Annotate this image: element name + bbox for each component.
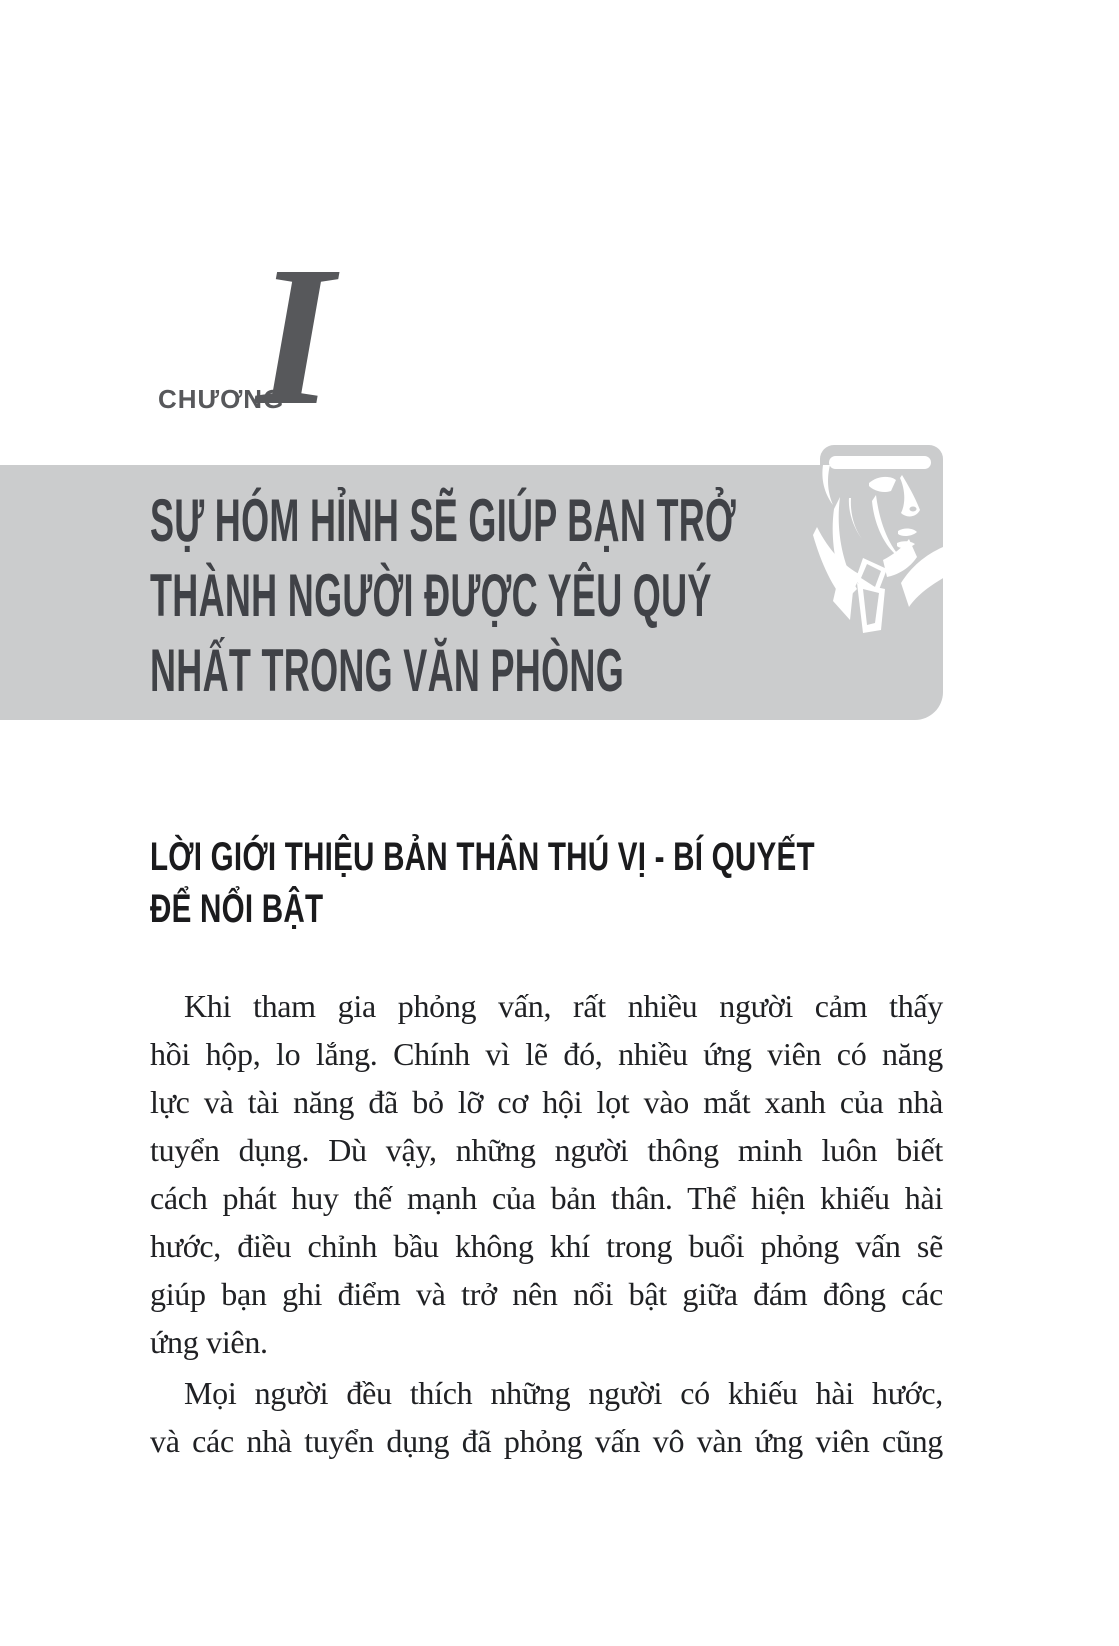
body-text <box>150 982 943 1465</box>
chapter-title <box>150 483 1119 708</box>
body-text-line: hước, điều chỉnh bầu không khí trong buổi phỏng vấn sẽ <box>150 1228 943 1264</box>
chapter-title-line-2: THÀNH NGƯỜI ĐƯỢC YÊU QUÝ <box>150 562 712 629</box>
body-text-line: cách phát huy thế mạnh của bản thân. Thể hiện khiếu hài <box>150 1180 943 1216</box>
body-text-line: lực và tài năng đã bỏ lỡ cơ hội lọt vào mắt xanh của nhà <box>150 1084 943 1120</box>
paragraph <box>150 1369 943 1465</box>
chapter-numeral: I <box>256 226 334 447</box>
body-text-line: hồi hộp, lo lắng. Chính vì lẽ đó, nhiều ứng viên có năng <box>150 1036 943 1072</box>
body-text-line: tuyển dụng. Dù vậy, những người thông minh luôn biết <box>150 1132 943 1168</box>
body-text-line: Mọi người đều thích những người có khiếu hài hước, <box>184 1375 943 1411</box>
paragraph <box>150 982 943 1366</box>
body-text-line: ứng viên. <box>150 1324 268 1360</box>
body-text-line: và các nhà tuyển dụng đã phỏng vấn vô vàn ứng viên cũng <box>150 1423 943 1459</box>
section-heading <box>150 831 1048 935</box>
chapter-title-line-3: NHẤT TRONG VĂN PHÒNG <box>150 637 624 704</box>
body-text-line: giúp bạn ghi điểm và trở nên nổi bật giữa đám đông các <box>150 1276 943 1312</box>
section-heading-line-2: ĐỂ NỔI BẬT <box>150 887 324 931</box>
chapter-title-line-1: SỰ HÓM HỈNH SẼ GIÚP BẠN TRỞ <box>150 487 737 554</box>
section-heading-line-1: LỜI GIỚI THIỆU BẢN THÂN THÚ VỊ - BÍ QUYẾT <box>150 835 815 879</box>
chapter-label: CHƯƠNG <box>158 384 285 414</box>
body-text-line: Khi tham gia phỏng vấn, rất nhiều người cảm thấy <box>184 988 943 1024</box>
